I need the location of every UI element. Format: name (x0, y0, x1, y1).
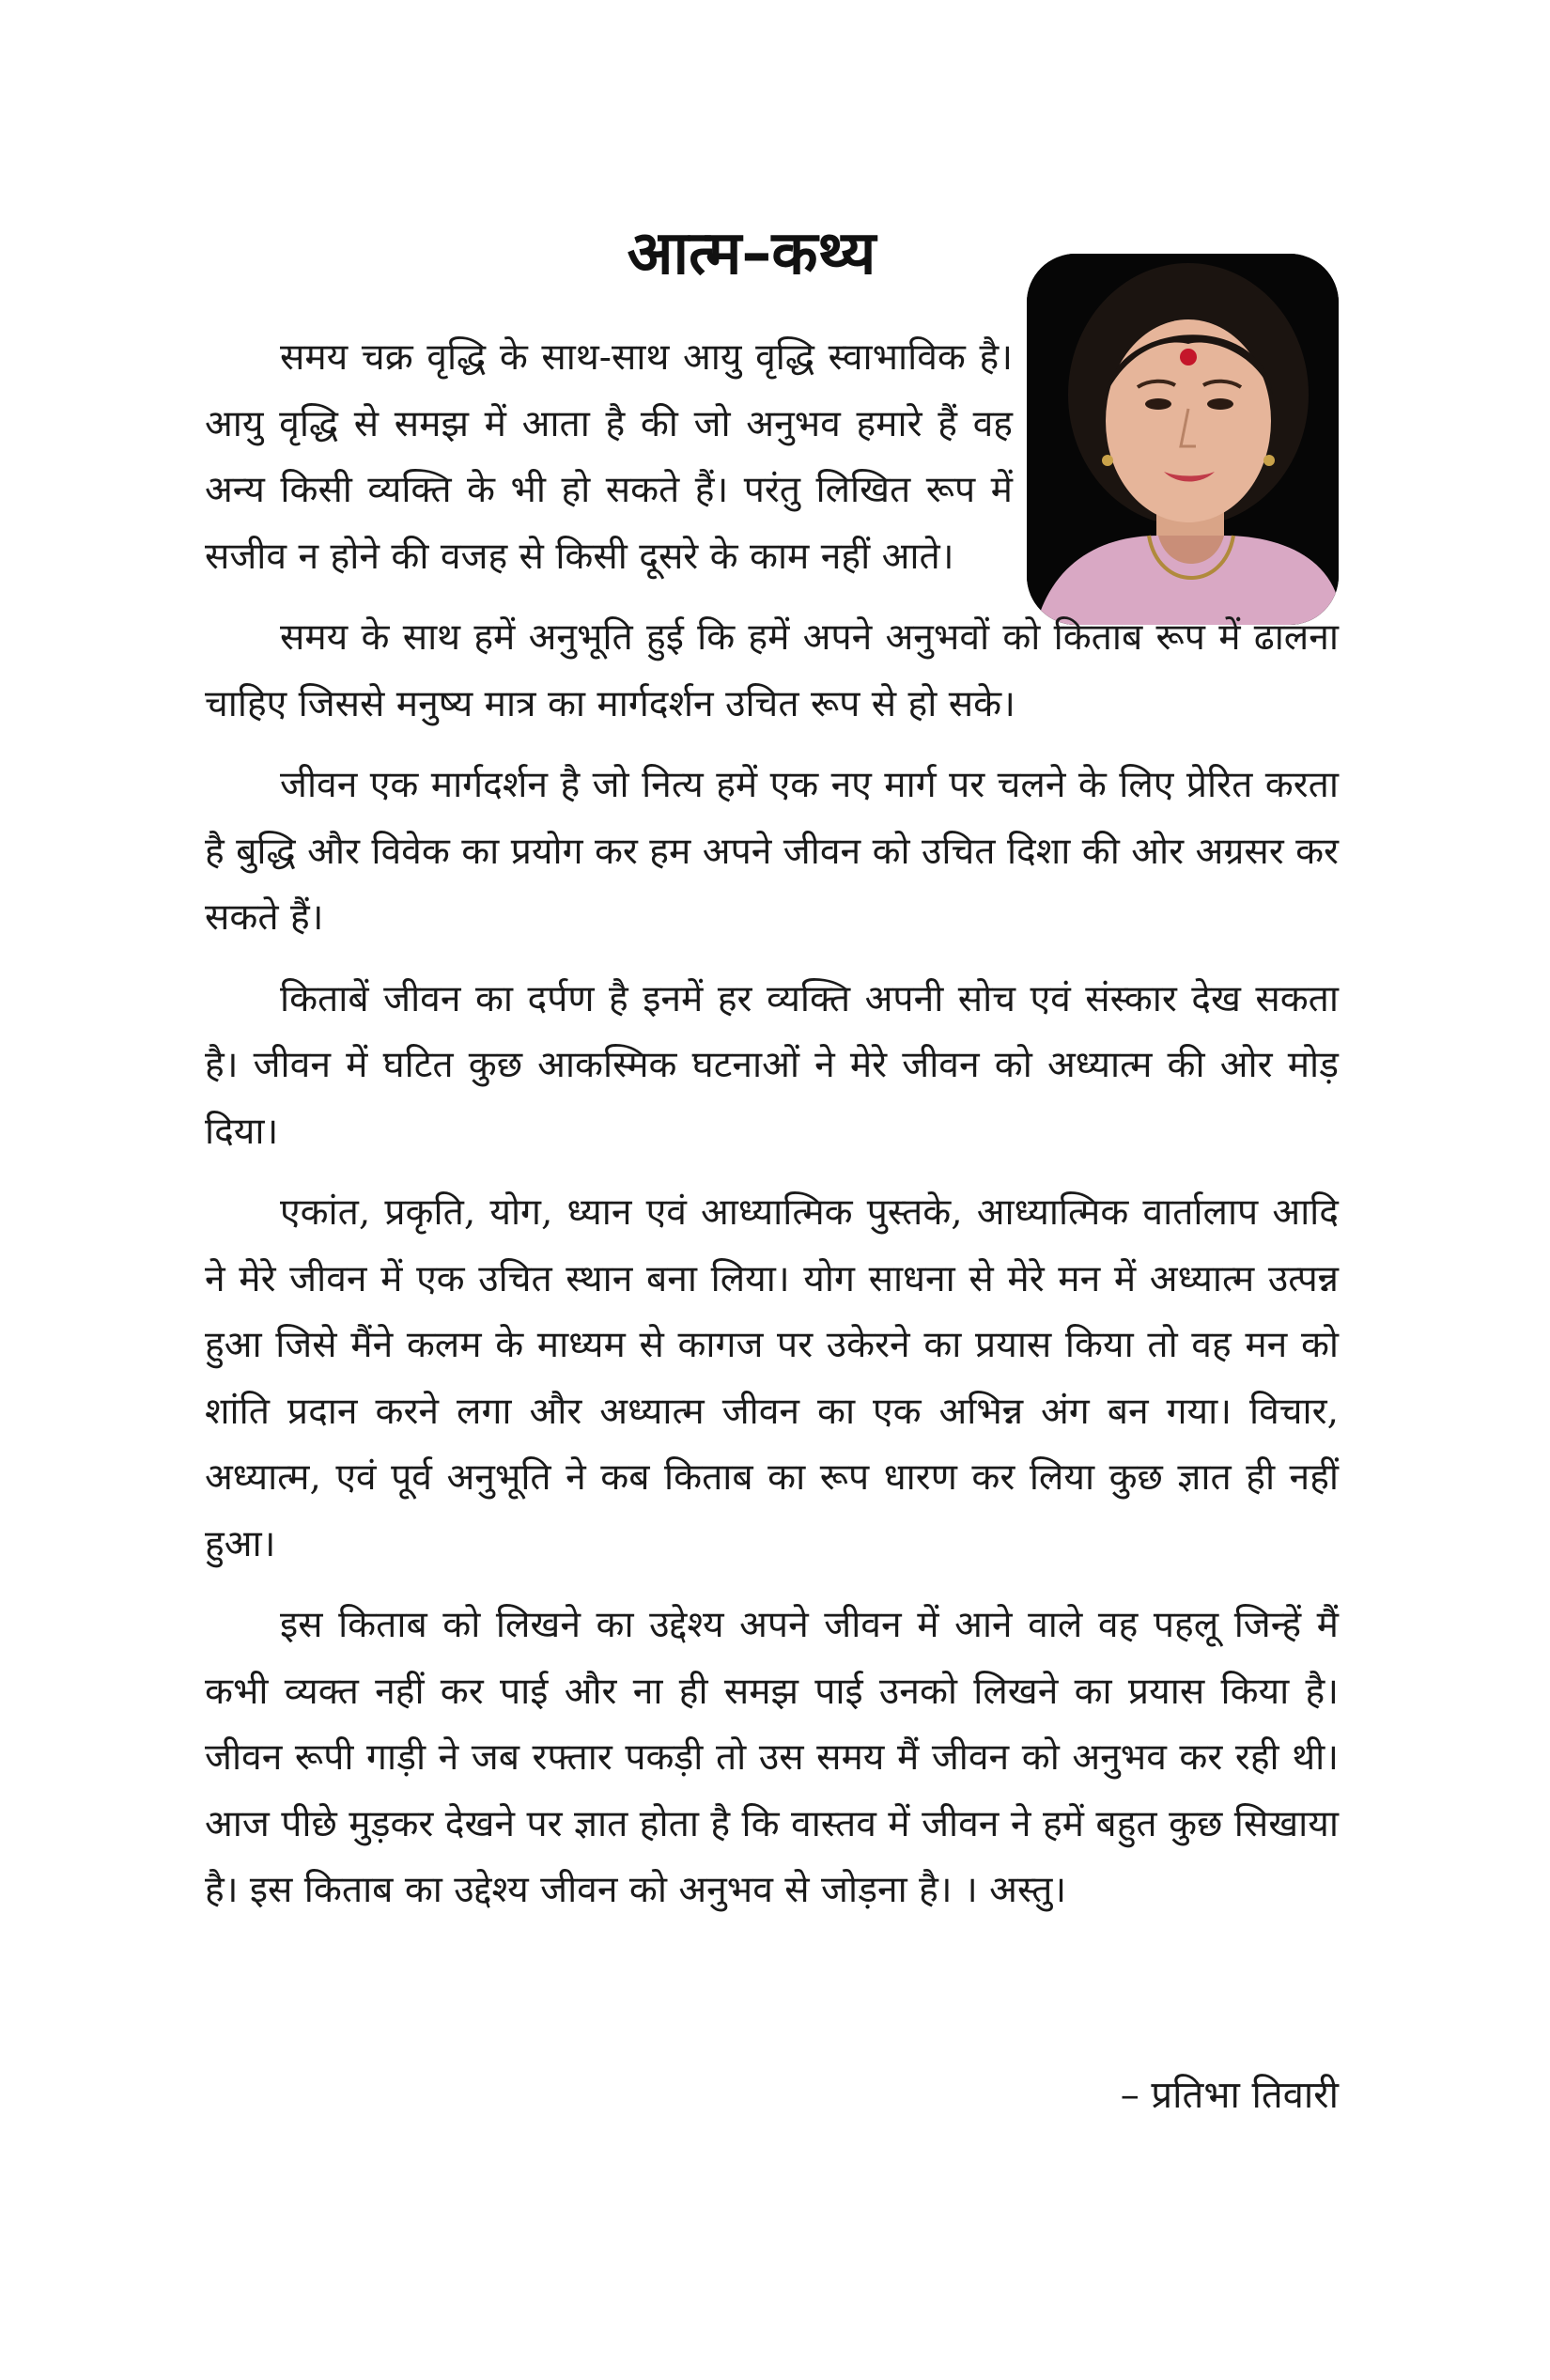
paragraph: जीवन एक मार्गदर्शन है जो नित्य हमें एक नए मार्ग पर चलने के लिए प्रेरित करता है बुद्धि और विवेक का प्रयोग कर हम अपने जीवन को उचित दिशा की ओर अग्रसर कर सकते हैं। (205, 764, 1339, 939)
paragraph: एकांत, प्रकृति, योग, ध्यान एवं आध्यात्मिक पुस्तके, आध्यात्मिक वार्तालाप आदि ने मेरे जीवन में एक उचित स्थान बना लिया। योग साधना से मेरे मन में अध्यात्म उत्पन्न हुआ जिसे मैंने कलम के माध्यम से कागज पर उकेरने का प्रयास किया तो वह मन को शांति प्रदान करने लगा और अध्यात्म जीवन का एक अभिन्न अंग बन गया। विचार, अध्यात्म, एवं पूर्व अनुभूति ने कब किताब का रूप धारण कर लिया कुछ ज्ञात ही नहीं हुआ। (205, 1191, 1339, 1565)
paragraph: किताबें जीवन का दर्पण है इनमें हर व्यक्ति अपनी सोच एवं संस्कार देख सकता है। जीवन में घटित कुछ आकस्मिक घटनाओं ने मेरे जीवन को अध्यात्म की ओर मोड़ दिया। (205, 977, 1339, 1153)
paragraph: इस किताब को लिखने का उद्देश्य अपने जीवन में आने वाले वह पहलू जिन्हें मैं कभी व्यक्त नहीं कर पाई और ना ही समझ पाई उनको लिखने का प्रयास किया है। जीवन रूपी गाड़ी ने जब रफ्तार पकड़ी तो उस समय मैं जीवन को अनुभव कर रही थी। आज पीछे मुड़कर देखने पर ज्ञात होता है कि वास्तव में जीवन ने हमें बहुत कुछ सिखाया है। इस किताब का उद्देश्य जीवन को अनुभव से जोड़ना है। । अस्तु। (205, 1604, 1339, 1911)
paragraph: समय चक्र वृद्धि के साथ-साथ आयु वृद्धि स्वाभाविक है। आयु वृद्धि से समझ में आता है की जो अनुभव हमारे हैं वह अन्य किसी व्यक्ति के भी हो सकते हैं। परंतु लिखित रूप में सजीव न होने की वजह से किसी दूसरे के काम नहीं आते। (205, 336, 1013, 578)
body-text (205, 325, 1339, 1939)
paragraph: समय के साथ हमें अनुभूति हुई कि हमें अपने अनुभवों को किताब रूप में ढालना चाहिए जिससे मनुष्य मात्र का मार्गदर्शन उचित रूप से हो सके। (205, 616, 1339, 725)
page-title: आत्म–कथ्य (627, 219, 876, 288)
author-signature: – प्रतिभा तिवारी (1120, 2074, 1339, 2117)
